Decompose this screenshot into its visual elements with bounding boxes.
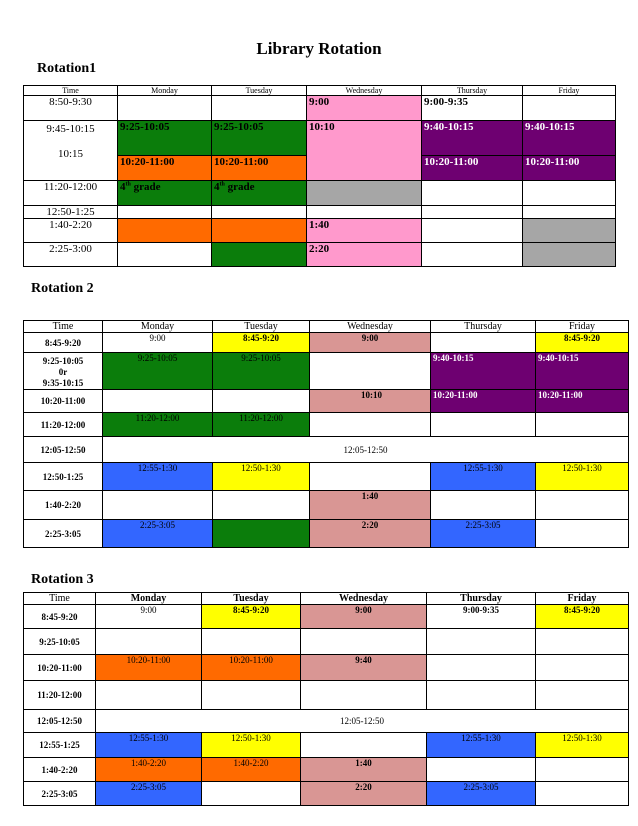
cell: 12:50-1:30	[213, 463, 310, 491]
header-tuesday: Tuesday	[202, 593, 301, 605]
time-cell: 8:45-9:20	[24, 333, 103, 353]
cell: 9:00	[307, 96, 422, 121]
cell	[103, 390, 213, 413]
cell	[310, 463, 431, 491]
time-line: 10:15	[57, 148, 84, 160]
cell: 2:25-3:05	[431, 520, 536, 548]
cell	[536, 655, 629, 681]
time-cell: 12:50-1:25	[24, 463, 103, 491]
cell: 8:45-9:20	[536, 605, 629, 629]
header-wednesday: Wednesday	[310, 321, 431, 333]
header-thursday: Thursday	[422, 86, 523, 96]
cell	[310, 353, 431, 390]
cell	[422, 219, 523, 243]
rotation-1-title: Rotation1	[37, 61, 97, 76]
cell: 1:40	[310, 491, 431, 520]
cell	[422, 206, 523, 219]
cell: 9:40-10:15	[422, 121, 523, 156]
table-row	[24, 219, 616, 243]
cell: 10:20-11:00	[96, 655, 202, 681]
time-cell: 8:45-9:20	[24, 605, 96, 629]
cell	[96, 681, 202, 710]
table-row	[24, 333, 629, 353]
cell	[301, 681, 427, 710]
cell: 9:25-10:05	[103, 353, 213, 390]
time-line: 9:25-10:05	[42, 356, 84, 366]
cell	[213, 491, 310, 520]
cell: 10:20-11:00	[431, 390, 536, 413]
table-row	[24, 681, 629, 710]
cell: 8:45-9:20	[202, 605, 301, 629]
table-row	[24, 710, 629, 733]
cell: 12:55-1:30	[427, 733, 536, 758]
time-line: 0r	[58, 367, 68, 377]
cell	[427, 655, 536, 681]
rotation-3-table	[23, 592, 629, 806]
header-wednesday: Wednesday	[307, 86, 422, 96]
cell: 9:25-10:05	[118, 121, 212, 156]
header-time: Time	[24, 86, 118, 96]
cell: 10:20-11:00	[212, 156, 307, 181]
rotation-3-title: Rotation 3	[31, 572, 94, 587]
lunch-span-cell: 12:05-12:50	[96, 710, 629, 733]
table-row	[24, 353, 629, 390]
table-header-row	[24, 321, 629, 333]
cell: 11:20-12:00	[103, 413, 213, 437]
time-cell: 1:40-2:20	[24, 491, 103, 520]
table-header-row	[24, 593, 629, 605]
time-cell: 1:40-2:20	[24, 758, 96, 782]
cell: 12:55-1:30	[96, 733, 202, 758]
header-thursday: Thursday	[427, 593, 536, 605]
table-header-row	[24, 86, 616, 96]
time-cell: 2:25-3:05	[24, 782, 96, 806]
cell	[103, 491, 213, 520]
cell: 10:10	[307, 121, 422, 181]
cell	[422, 181, 523, 206]
cell	[212, 206, 307, 219]
cell	[536, 413, 629, 437]
time-cell: 12:05-12:50	[24, 437, 103, 463]
time-cell: 1:40-2:20	[24, 219, 118, 243]
grade-number: 4	[214, 181, 220, 193]
header-time: Time	[24, 321, 103, 333]
cell: 9:00	[103, 333, 213, 353]
cell: 1:40-2:20	[202, 758, 301, 782]
cell: 9:00	[310, 333, 431, 353]
header-friday: Friday	[523, 86, 616, 96]
rotation-1-table	[23, 85, 616, 267]
rotation-2-table	[23, 320, 629, 548]
header-wednesday: Wednesday	[301, 593, 427, 605]
time-cell: 10:20-11:00	[24, 390, 103, 413]
time-cell: 2:25-3:05	[24, 520, 103, 548]
time-cell: 12:05-12:50	[24, 710, 96, 733]
cell: 10:20-11:00	[202, 655, 301, 681]
cell	[536, 491, 629, 520]
cell	[118, 181, 212, 206]
cell	[118, 206, 212, 219]
cell: 12:50-1:30	[202, 733, 301, 758]
cell: 12:50-1:30	[536, 733, 629, 758]
cell	[310, 413, 431, 437]
cell: 11:20-12:00	[213, 413, 310, 437]
rotation-2-title: Rotation 2	[31, 281, 94, 296]
cell: 9:40-10:15	[431, 353, 536, 390]
cell: 1:40	[307, 219, 422, 243]
time-cell: 10:20-11:00	[24, 655, 96, 681]
table-row	[24, 206, 616, 219]
cell	[523, 206, 616, 219]
cell	[307, 181, 422, 206]
cell: 9:00-9:35	[422, 96, 523, 121]
time-cell: 11:20-12:00	[24, 681, 96, 710]
cell: 9:00	[301, 605, 427, 629]
cell	[202, 782, 301, 806]
header-monday: Monday	[118, 86, 212, 96]
table-row	[24, 96, 616, 121]
cell	[212, 219, 307, 243]
cell: 10:20-11:00	[422, 156, 523, 181]
cell: 9:40-10:15	[536, 353, 629, 390]
cell	[431, 333, 536, 353]
cell: 1:40	[301, 758, 427, 782]
document-title: Library Rotation	[256, 39, 382, 58]
cell: 10:10	[310, 390, 431, 413]
cell	[427, 681, 536, 710]
cell: 2:20	[307, 243, 422, 267]
time-cell: 8:50-9:30	[24, 96, 118, 121]
table-row	[24, 655, 629, 681]
cell: 2:25-3:05	[96, 782, 202, 806]
cell	[212, 96, 307, 121]
cell: 9:40	[301, 655, 427, 681]
time-cell	[24, 121, 118, 181]
time-cell: 11:20-12:00	[24, 413, 103, 437]
cell	[118, 96, 212, 121]
cell: 9:40-10:15	[523, 121, 616, 156]
cell	[118, 243, 212, 267]
cell	[212, 243, 307, 267]
cell: 9:00-9:35	[427, 605, 536, 629]
cell: 12:55-1:30	[103, 463, 213, 491]
table-row	[24, 629, 629, 655]
header-friday: Friday	[536, 321, 629, 333]
table-row	[24, 758, 629, 782]
lunch-span-cell: 12:05-12:50	[103, 437, 629, 463]
cell	[536, 681, 629, 710]
header-monday: Monday	[96, 593, 202, 605]
time-cell: 12:55-1:25	[24, 733, 96, 758]
grade-number: 4	[120, 181, 126, 193]
cell	[427, 629, 536, 655]
cell	[523, 181, 616, 206]
table-row	[24, 390, 629, 413]
cell: 8:45-9:20	[213, 333, 310, 353]
time-cell: 11:20-12:00	[24, 181, 118, 206]
cell	[301, 733, 427, 758]
time-cell: 9:25-10:05	[24, 629, 96, 655]
cell: 2:25-3:05	[103, 520, 213, 548]
time-cell: 12:50-1:25	[24, 206, 118, 219]
cell	[422, 243, 523, 267]
cell: 8:45-9:20	[536, 333, 629, 353]
table-row	[24, 782, 629, 806]
cell	[202, 681, 301, 710]
header-time: Time	[24, 593, 96, 605]
time-cell: 2:25-3:00	[24, 243, 118, 267]
cell	[536, 629, 629, 655]
cell	[427, 758, 536, 782]
table-row	[24, 491, 629, 520]
cell	[307, 206, 422, 219]
cell: 10:20-11:00	[536, 390, 629, 413]
cell: 10:20-11:00	[118, 156, 212, 181]
cell	[213, 390, 310, 413]
cell	[96, 629, 202, 655]
table-row	[24, 121, 616, 156]
header-friday: Friday	[536, 593, 629, 605]
cell: 1:40-2:20	[96, 758, 202, 782]
table-row	[24, 520, 629, 548]
cell: 2:20	[301, 782, 427, 806]
cell: 9:25-10:05	[212, 121, 307, 156]
header-monday: Monday	[103, 321, 213, 333]
cell	[431, 491, 536, 520]
table-row	[24, 181, 616, 206]
header-thursday: Thursday	[431, 321, 536, 333]
grade-text: grade	[130, 181, 161, 193]
header-tuesday: Tuesday	[213, 321, 310, 333]
cell	[536, 758, 629, 782]
cell	[536, 782, 629, 806]
cell	[301, 629, 427, 655]
cell	[523, 219, 616, 243]
cell	[118, 219, 212, 243]
cell: 12:55-1:30	[431, 463, 536, 491]
cell: 9:25-10:05	[213, 353, 310, 390]
time-cell	[24, 353, 103, 390]
cell	[431, 413, 536, 437]
cell: 2:20	[310, 520, 431, 548]
cell: 9:00	[96, 605, 202, 629]
header-tuesday: Tuesday	[212, 86, 307, 96]
table-row	[24, 243, 616, 267]
cell	[202, 629, 301, 655]
table-row	[24, 437, 629, 463]
grade-suffix: th	[125, 181, 131, 188]
cell: 10:20-11:00	[523, 156, 616, 181]
table-row	[24, 463, 629, 491]
cell	[523, 243, 616, 267]
cell	[523, 96, 616, 121]
table-row	[24, 733, 629, 758]
cell	[213, 520, 310, 548]
cell: 12:50-1:30	[536, 463, 629, 491]
time-line: 9:35-10:15	[42, 378, 84, 388]
cell	[536, 520, 629, 548]
time-line: 9:45-10:15	[46, 123, 95, 135]
cell	[212, 181, 307, 206]
cell: 2:25-3:05	[427, 782, 536, 806]
table-row	[24, 413, 629, 437]
grade-suffix: th	[219, 181, 225, 188]
table-row	[24, 605, 629, 629]
grade-text: grade	[224, 181, 255, 193]
